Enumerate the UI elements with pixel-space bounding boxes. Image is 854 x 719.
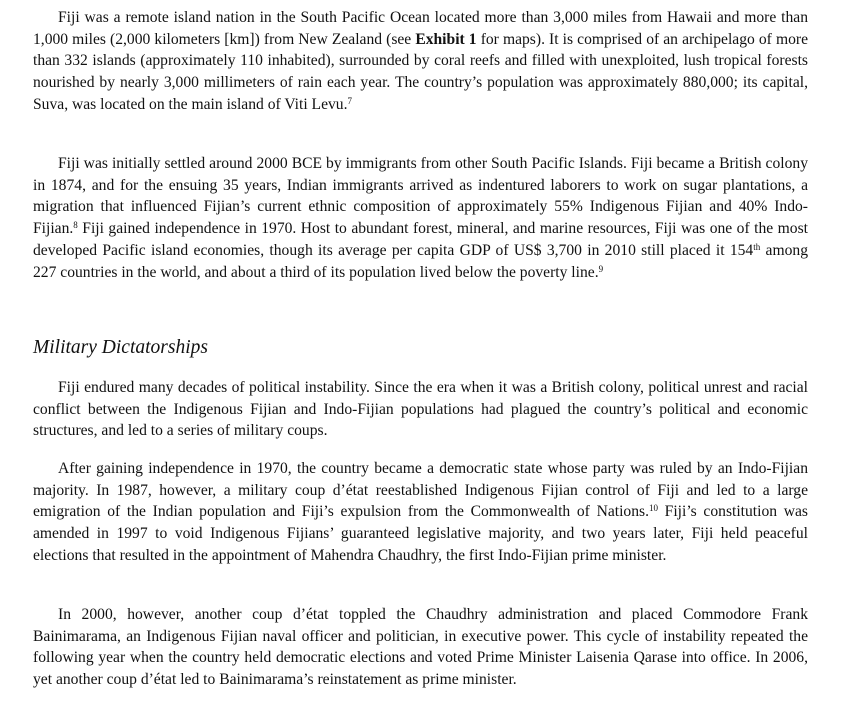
paragraph-political-instability [33,377,808,442]
exhibit-reference: Exhibit 1 [415,30,477,48]
paragraph-text: After gaining independence in 1970, the country became a democratic state whose party was ruled by an Indo-Fijian majority. In 1987, however, a military coup d’état reestablished Indigenous Fijian control of Fiji and led to a large emigration of the Indian population and Fiji’s expulsion from the Commonwealth of Nations. [33,460,808,521]
paragraph-coups [33,604,808,691]
paragraph-text: Fiji was a remote island nation in the South Pacific Ocean located more than 3,000 miles from Hawaii and more than 1,000 miles (2,000 kilometers [km]) from New Zealand (see [33,9,808,48]
ordinal-suffix: th [753,241,761,252]
paragraph-text: for maps). It is comprised of an archipelago of more than 332 islands (approximately 110 inhabited), surrounded by coral reefs and filled with unexploited, lush tropical forests nourished by nearly 3,000 millimeters of rain each year. The country’s population was approximately 880,000; its capital, Suva, was located on the main island of Viti Levu. [33,30,808,113]
section-heading: Military Dictatorships [33,337,208,358]
paragraph-fiji-history [33,153,808,283]
paragraph-text: Fiji’s constitution was amended in 1997 to void Indigenous Fijians’ guaranteed legislative majority, and two years later, Fiji held peaceful elections that resulted in the appointment of Mahendra Chaudhry, the first Indo-Fijian prime minister. [33,503,809,564]
paragraph-text: Fiji was initially settled around 2000 BCE by immigrants from other South Pacific Islands. Fiji became a British colony in 1874, and for the ensuing 35 years, Indian immigrants arrived as indentured laborers to work on sugar plantations, a migration that influenced Fijian’s current ethnic composition of approximately 55% Indigenous Fijian and 40% Indo-Fijian. [33,155,808,238]
paragraph-text: among 227 countries in the world, and about a third of its population lived below the poverty line. [33,241,808,281]
paragraph-independence [33,458,808,567]
footnote-marker: 9 [598,263,604,274]
footnote-marker: 7 [347,95,352,106]
paragraph-fiji-overview [33,7,808,116]
footnote-marker: 8 [73,220,78,231]
paragraph-text: Fiji gained independence in 1970. Host to abundant forest, mineral, and marine resources, Fiji was one of the most developed Pacific island economies, though its average per capita GDP of US$ 3,700 in 2010 still placed it 154 [33,220,808,259]
paragraph-text: In 2000, however, another coup d’état toppled the Chaudhry administration and placed Commodore Frank Bainimarama, an Indigenous Fijian naval officer and politician, in executive power. This cycle of instability repeated the following year when the country held democratic elections and voted Prime Minister Laisenia Qarase into office. In 2006, yet another coup d’état led to Bainimarama’s reinstatement as prime minister. [33,606,808,689]
footnote-marker: 10 [648,503,658,514]
paragraph-text: Fiji endured many decades of political instability. Since the era when it was a British colony, political unrest and racial conflict between the Indigenous Fijian and Indo-Fijian populations had plagued the country’s political and economic structures, and led to a series of military coups. [33,379,808,440]
